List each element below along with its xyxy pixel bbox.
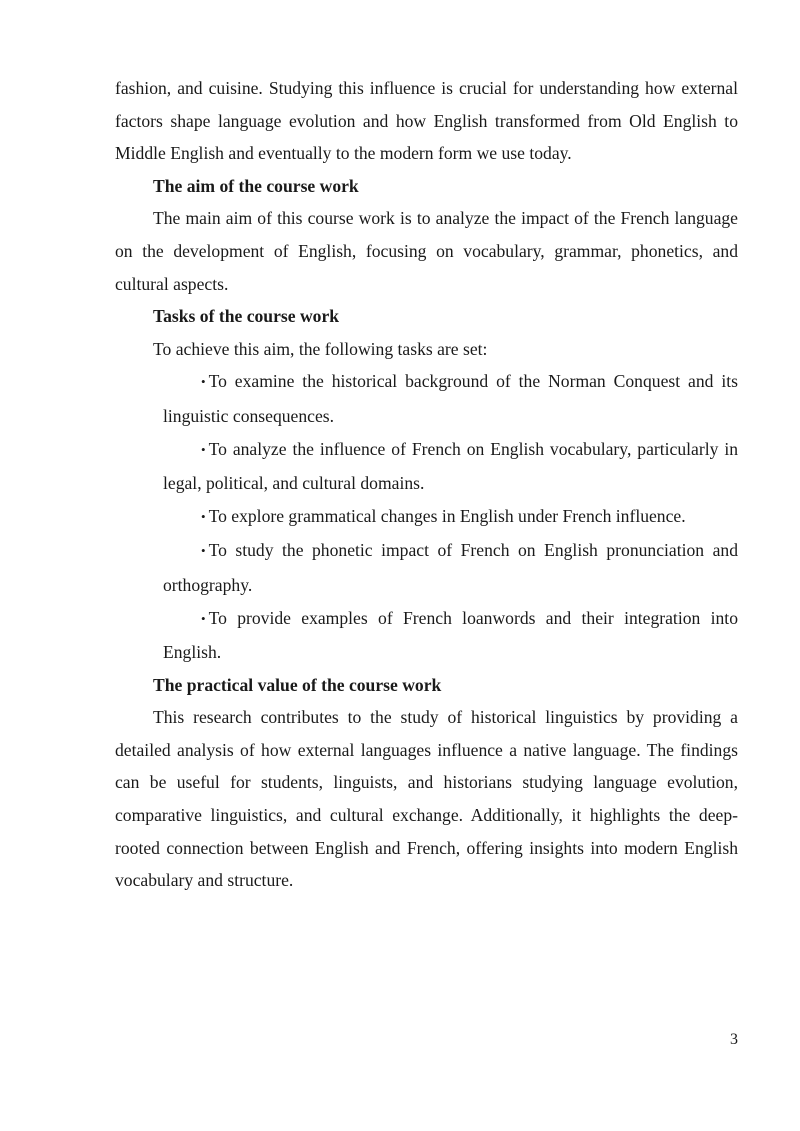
task-item-text: To study the phonetic impact of French on English pronunciation and orthography. — [163, 540, 738, 595]
tasks-intro: To achieve this aim, the following tasks are set: — [153, 338, 488, 359]
aim-paragraph: The main aim of this course work is to analyze the impact of the French language on the development of English, focusing on vocabulary, grammar, phonetics, and cultural aspects. — [115, 208, 738, 294]
page-body — [115, 72, 738, 897]
aim-heading: The aim of the course work — [153, 175, 359, 196]
bullet-icon: • — [201, 441, 206, 457]
task-item-text: To analyze the influence of French on English vocabulary, particularly in legal, political, and cultural domains. — [163, 438, 738, 494]
practical-value-heading: The practical value of the course work — [153, 674, 442, 695]
bullet-icon: • — [201, 543, 206, 559]
task-item-text: To examine the historical background of the Norman Conquest and its linguistic consequences. — [163, 371, 738, 426]
task-item-text: To provide examples of French loanwords and their integration into English. — [163, 607, 738, 663]
bullet-icon: • — [201, 508, 206, 524]
task-list-item — [163, 433, 738, 500]
task-list-item — [163, 534, 738, 601]
intro-continuation-paragraph: fashion, and cuisine. Studying this influence is crucial for understanding how external factors shape language evolution and how English transformed from Old English to Middle English and eventually to the modern form we use today. — [115, 78, 738, 164]
task-list-item — [163, 500, 738, 535]
bullet-icon: • — [201, 610, 206, 626]
task-list-item — [163, 365, 738, 432]
bullet-icon: • — [201, 374, 206, 390]
tasks-heading: Tasks of the course work — [153, 306, 340, 327]
page-number: 3 — [730, 1031, 738, 1048]
task-item-text: To explore grammatical changes in English under French influence. — [208, 505, 686, 526]
practical-value-paragraph: This research contributes to the study of historical linguistics by providing a detailed analysis of how external languages influence a native language. The findings can be useful for students, linguists, and historians studying language evolution, comparative linguistics, and cultural exchange. Additionally, it highlights the deep-rooted connection between English and French, offering insights into modern English vocabulary and structure. — [115, 707, 738, 891]
task-list-item — [163, 602, 738, 669]
